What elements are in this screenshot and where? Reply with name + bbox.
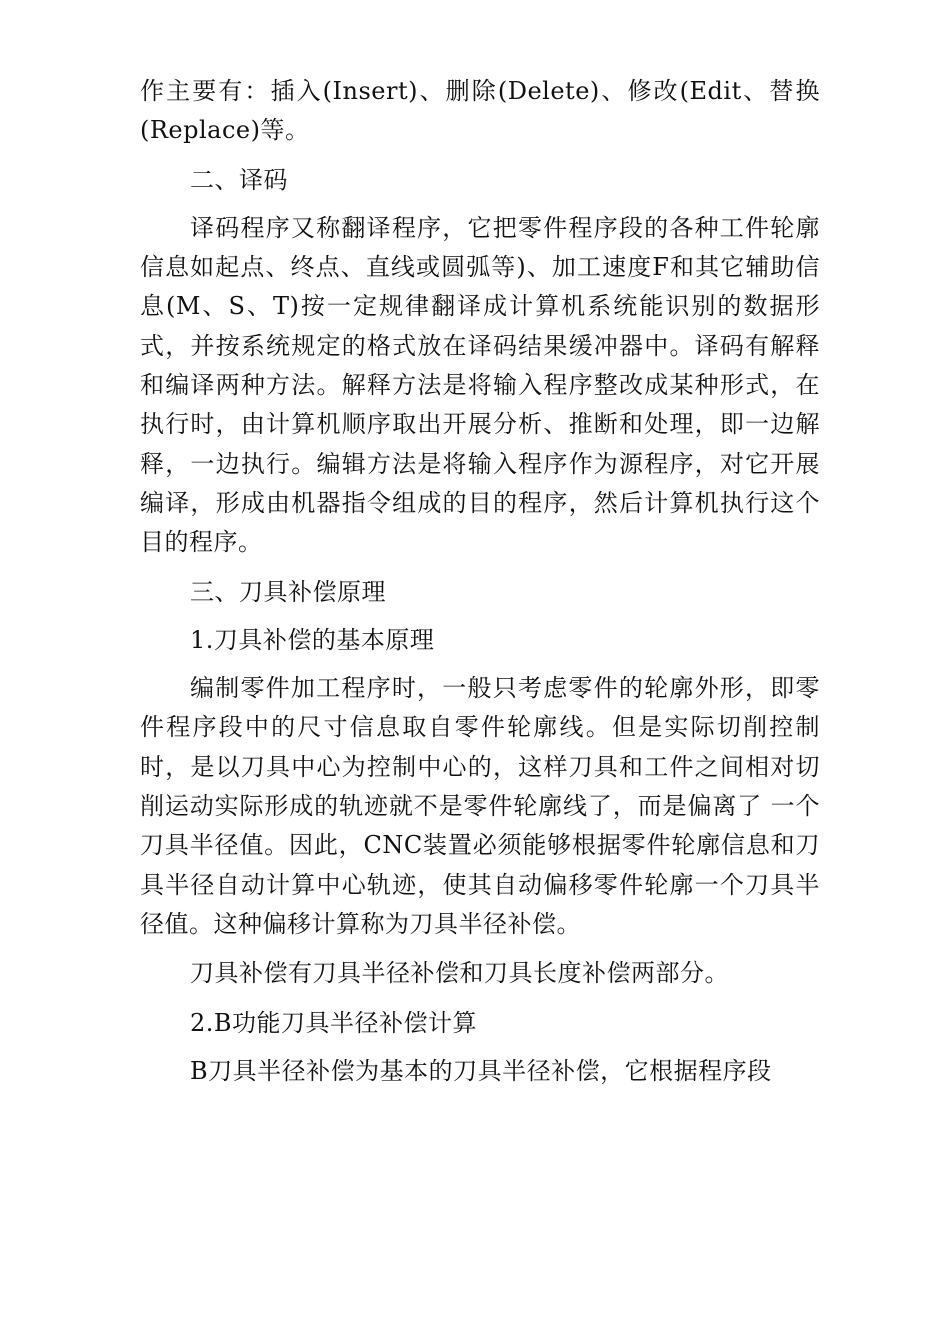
- paragraph-basic-principle: 编制零件加工程序时，一般只考虑零件的轮廓外形，即零件程序段中的尺寸信息取自零件轮廓线。但是实际切削控制时，是以刀具中心为控制中心的，这样刀具和工件之间相对切削运动实际形成的轨迹就不是零件轮廓线了，而是偏离了 一个刀具半径值。因此，CNC装置必须能够根据零件轮廓信息和刀具半径自动计算中心轨迹，使其自动偏移零件轮廓一个刀具半径值。这种偏移计算称为刀具半径补偿。: [140, 674, 820, 938]
- subsection-heading-b-function: 2.B功能刀具半径补偿计算: [190, 1008, 478, 1037]
- paragraph-decoding: 译码程序又称翻译程序，它把零件程序段的各种工件轮廓信息如起点、终点、直线或圆弧等)、加工速度F和其它辅助信息(M、S、T)按一定规律翻译成计算机系统能识别的数据形式，并按系统规定的格式放在译码结果缓冲器中。译码有解释和编译两种方法。解释方法是将输入程序整改成某种形式，在执行时，由计算机顺序取出开展分析、推断和处理，即一边解释，一边执行。编辑方法是将输入程序作为源程序，对它开展编译，形成由机器指令组成的目的程序，然后计算机执行这个目的程序。: [140, 213, 820, 557]
- paragraph-b-function: B刀具半径补偿为基本的刀具半径补偿，它根据程序段: [190, 1056, 772, 1085]
- paragraph-compensation-types: 刀具补偿有刀具半径补偿和刀具长度补偿两部分。: [190, 959, 729, 988]
- section-heading-tool-compensation: 三、刀具补偿原理: [190, 577, 386, 606]
- subsection-heading-basic-principle: 1.刀具补偿的基本原理: [190, 625, 435, 654]
- paragraph-edit-operations: 作主要有：插入(Insert)、删除(Delete)、修改(Edit、替换(Replace)等。: [140, 77, 820, 145]
- section-heading-decoding: 二、译码: [190, 165, 288, 194]
- document-page: [140, 72, 820, 1101]
